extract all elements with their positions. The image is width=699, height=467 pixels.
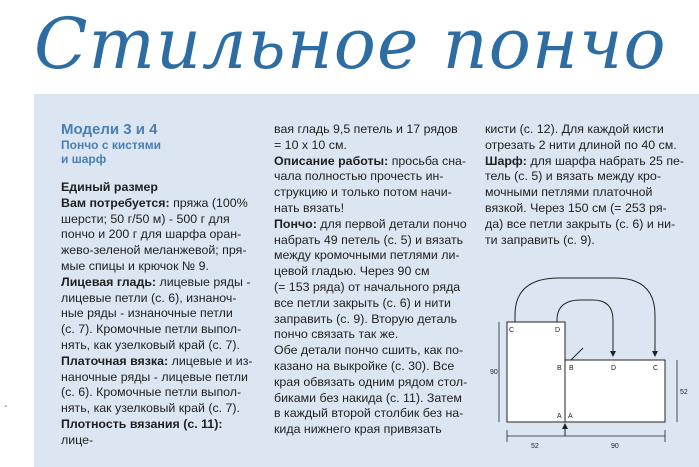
col1-line: нять, как узелковый край (с. 7). bbox=[61, 337, 240, 352]
col3-line: кисти (с. 12). Для каждой кисти bbox=[485, 122, 664, 136]
col2-line: (= 153 ряда) от начального ряда bbox=[274, 279, 461, 294]
col2-line: в каждый второй столбик без на- bbox=[274, 406, 464, 421]
col2-line: все петли закрыть (с. 6) и нити bbox=[274, 295, 451, 310]
col3-line: Шарф: для шарфа набрать 25 пе- bbox=[485, 153, 685, 168]
column-3 bbox=[485, 122, 685, 248]
col2-line: пончо связать так же. bbox=[274, 327, 399, 342]
model-title: Модели 3 и 4 bbox=[61, 121, 158, 138]
label-c-left: C bbox=[509, 327, 515, 334]
article-panel bbox=[34, 94, 699, 467]
model-subtitle-line-2: и шарф bbox=[61, 152, 107, 166]
label-b-left: B bbox=[557, 365, 562, 372]
col2-line: кида нижнего края привязать bbox=[274, 422, 442, 437]
col1-line: лицевые петли (с. 6), изнаноч- bbox=[61, 290, 237, 305]
col2-line: казано на выкройке (с. 30). Все bbox=[274, 358, 455, 373]
col1-line: (с. 6). Кромочные петли выпол- bbox=[61, 385, 242, 400]
col3-line: отрезать 2 нити длиной по 40 см. bbox=[485, 137, 677, 152]
col2-line: Описание работы: просьба сна- bbox=[274, 153, 467, 168]
col2-line: набрать 49 петель (с. 5) и вязать bbox=[274, 232, 464, 247]
model-subtitle-line-1: Пончо с кистями bbox=[61, 138, 162, 152]
label-d-left: D bbox=[555, 327, 561, 334]
col1-line: (с. 7). Кромочные петли выпол- bbox=[61, 322, 242, 337]
col2-line: заправить (с. 9). Вторую деталь bbox=[274, 311, 458, 326]
column-1 bbox=[61, 121, 257, 449]
col3-line: да) все петли закрыть (с. 6) и ни- bbox=[485, 216, 676, 231]
size-heading: Единый размер bbox=[61, 180, 158, 194]
col1-line: шерсти; 50 г/50 м) - 500 г для bbox=[61, 211, 230, 226]
label-a-right: A bbox=[568, 413, 573, 420]
col1-line: пончо и 200 г для шарфа оран- bbox=[61, 227, 242, 242]
col3-line: тель (с. 5) и вязать между кро- bbox=[485, 169, 661, 184]
column-2 bbox=[274, 122, 474, 438]
col2-line: Обе детали пончо сшить, как по- bbox=[274, 343, 464, 358]
col1-line: Лицевая гладь: лицевые ряды - bbox=[61, 274, 251, 289]
col3-line: мочными петлями платочной bbox=[485, 185, 653, 200]
dim-label-height: 90 bbox=[490, 369, 498, 376]
col3-line: ти заправить (с. 9). bbox=[485, 232, 595, 247]
col2-line: нать вязать! bbox=[274, 200, 345, 215]
label-a-left: A bbox=[557, 413, 562, 420]
col2-line: биками без накида (с. 11). Затем bbox=[274, 390, 462, 405]
col2-line: = 10 х 10 см. bbox=[274, 137, 347, 152]
col2-line: вая гладь 9,5 петель и 17 рядов bbox=[274, 122, 458, 136]
model-subtitle bbox=[61, 138, 257, 166]
col1-line: Платочная вязка: лицевые и из- bbox=[61, 353, 253, 368]
label-d-right: D bbox=[611, 365, 617, 372]
panel-left-rect bbox=[507, 322, 565, 422]
col3-line: вязкой. Через 150 см (= 253 ря- bbox=[485, 200, 667, 215]
arrow-b bbox=[571, 348, 583, 360]
col1-line: Плотность вязания (с. 11): лице- bbox=[61, 416, 223, 447]
col1-line: жево-зеленой меланжевой; пря- bbox=[61, 243, 247, 258]
page-title: Стильное пончо bbox=[34, 3, 667, 85]
dim-label-bottom-right: 90 bbox=[611, 443, 619, 450]
col2-line: края обвязать одним рядом стол- bbox=[274, 374, 468, 389]
poncho-pattern-diagram bbox=[489, 260, 699, 460]
dim-label-bottom-left: 52 bbox=[531, 443, 539, 450]
dim-label-side: 52 bbox=[680, 389, 688, 396]
col2-line: между кромочными петлями ли- bbox=[274, 248, 460, 263]
col1-line: нять, как узелковый край (с. 7). bbox=[61, 401, 240, 416]
col1-line: мые спицы и крючок № 9. bbox=[61, 258, 210, 273]
col2-line: цевой гладью. Через 90 см bbox=[274, 264, 430, 279]
label-c-right: C bbox=[653, 365, 659, 372]
col2-line: струкцию и только потом начи- bbox=[274, 185, 452, 200]
label-b-right: B bbox=[569, 365, 574, 372]
col1-line: наночные ряды - лицевые петли bbox=[61, 369, 248, 384]
col1-line: ные ряды - изнаночные петли bbox=[61, 306, 233, 321]
col2-line: Пончо: для первой детали пончо bbox=[274, 216, 467, 231]
col1-line: Вам потребуется: пряжа (100% bbox=[61, 195, 248, 210]
col2-line: чала полностью прочесть ин- bbox=[274, 169, 444, 184]
margin-mark: - bbox=[4, 400, 8, 412]
